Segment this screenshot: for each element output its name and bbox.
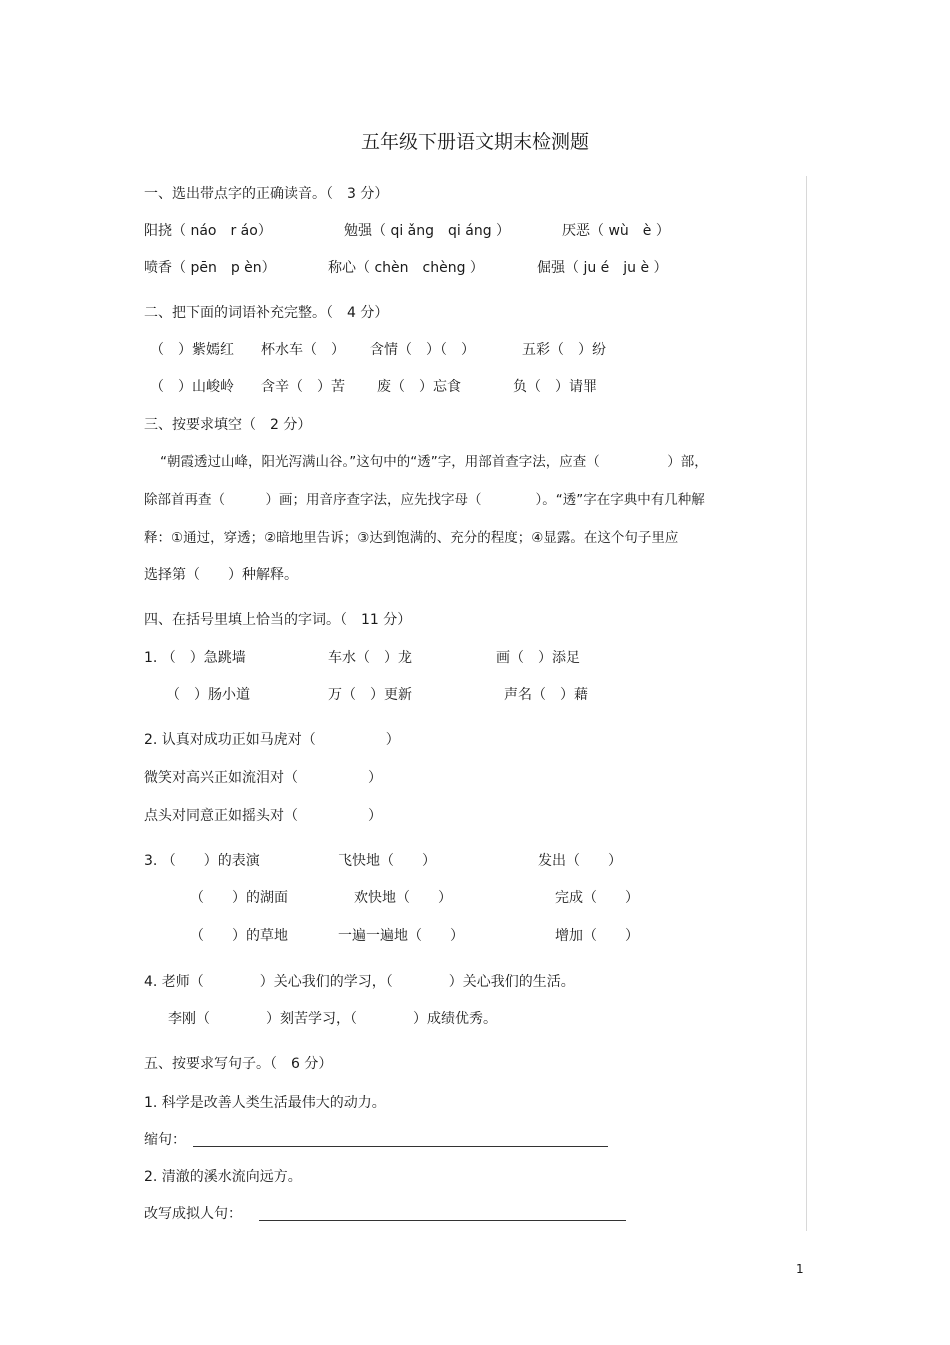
s1-r2-item-3: 倔强（ ju é ju è ） bbox=[537, 260, 668, 276]
page-number: 1 bbox=[796, 1262, 804, 1276]
s5-q2-answer-line[interactable] bbox=[259, 1220, 626, 1221]
s1-r2-item-2: 称心（ chèn chèng ） bbox=[328, 260, 484, 276]
section-3-heading: 三、按要求填空（ 2 分） bbox=[144, 417, 312, 433]
s4-q2-line-2: 微笑对高兴正如流泪对（ ） bbox=[144, 770, 382, 786]
section-1-heading: 一、选出带点字的正确读音。（ 3 分） bbox=[144, 186, 389, 202]
section-4-heading: 四、在括号里填上恰当的字词。（ 11 分） bbox=[144, 612, 412, 628]
s5-q2-sentence: 2. 清澈的溪水流向远方。 bbox=[144, 1169, 302, 1185]
s4-q1-r1-item-3: 画（ ）添足 bbox=[496, 650, 580, 666]
s4-q3-r3-item-1: （ ）的草地 bbox=[190, 928, 288, 944]
s4-q2-line-3: 点头对同意正如摇头对（ ） bbox=[144, 808, 382, 824]
s2-r2-item-2: 含辛（ ）苦 bbox=[261, 379, 345, 395]
page-title: 五年级下册语文期末检测题 bbox=[360, 131, 589, 153]
s4-q1-r2-item-1: （ ）肠小道 bbox=[166, 687, 250, 703]
s3-line-3: 释：①通过，穿透；②暗地里告诉；③达到饱满的、充分的程度；④显露。在这个句子里应 bbox=[144, 530, 679, 546]
s4-q3-r2-item-1: （ ）的湖面 bbox=[190, 890, 288, 906]
s3-line-4: 选择第（ ）种解释。 bbox=[144, 567, 298, 583]
s1-r2-item-1: 喷香（ pēn p èn） bbox=[144, 260, 276, 276]
s2-r1-item-2: 杯水车（ ） bbox=[261, 342, 345, 358]
s4-q4-line-2: 李刚（ ）刻苦学习，（ ）成绩优秀。 bbox=[168, 1011, 497, 1027]
s2-r2-item-4: 负（ ）请罪 bbox=[513, 379, 597, 395]
s3-line-1: “朝霞透过山峰，阳光泻满山谷。”这句中的“透”字，用部首查字法，应查（ ）部， bbox=[160, 454, 708, 470]
margin-rule bbox=[806, 176, 807, 1231]
s2-r1-item-1: （ ）紫嫣红 bbox=[150, 342, 234, 358]
s4-q4-line-1: 4. 老师（ ）关心我们的学习，（ ）关心我们的生活。 bbox=[144, 974, 575, 990]
s4-q3-r3-item-3: 增加（ ） bbox=[555, 928, 639, 944]
s4-q2-line-1: 2. 认真对成功正如马虎对（ ） bbox=[144, 732, 400, 748]
s5-q1-sentence: 1. 科学是改善人类生活最伟大的动力。 bbox=[144, 1095, 386, 1111]
s4-q3-r1-item-2: 飞快地（ ） bbox=[338, 853, 436, 869]
s3-line-2: 除部首再查（ ）画；用音序查字法，应先找字母（ ）。“透”字在字典中有几种解 bbox=[144, 492, 705, 508]
s2-r1-item-3: 含情（ ）（ ） bbox=[370, 342, 475, 358]
s2-r2-item-3: 废（ ）忘食 bbox=[377, 379, 461, 395]
s1-r1-item-1: 阳挠（ náo r áo） bbox=[144, 223, 272, 239]
s4-q1-r1-item-1: 1. （ ）急跳墙 bbox=[144, 650, 246, 666]
s4-q3-r1-item-3: 发出（ ） bbox=[538, 853, 622, 869]
s4-q3-r2-item-3: 完成（ ） bbox=[555, 890, 639, 906]
s1-r1-item-2: 勉强（ qi ǎng qi áng ） bbox=[344, 223, 511, 239]
s4-q3-r3-item-2: 一遍一遍地（ ） bbox=[338, 928, 464, 944]
s4-q3-r2-item-2: 欢快地（ ） bbox=[354, 890, 452, 906]
s4-q1-r2-item-3: 声名（ ）藉 bbox=[504, 687, 588, 703]
s2-r2-item-1: （ ）山峻岭 bbox=[150, 379, 234, 395]
s1-r1-item-3: 厌恶（ wù è ） bbox=[562, 223, 670, 239]
section-5-heading: 五、按要求写句子。（ 6 分） bbox=[144, 1056, 333, 1072]
s4-q1-r2-item-2: 万（ ）更新 bbox=[328, 687, 412, 703]
s4-q1-r1-item-2: 车水（ ）龙 bbox=[328, 650, 412, 666]
s4-q3-r1-item-1: 3. （ ）的表演 bbox=[144, 853, 260, 869]
s2-r1-item-4: 五彩（ ）纷 bbox=[522, 342, 606, 358]
s5-q1-label: 缩句： bbox=[144, 1132, 186, 1148]
section-2-heading: 二、把下面的词语补充完整。（ 4 分） bbox=[144, 305, 389, 321]
s5-q1-answer-line[interactable] bbox=[193, 1146, 608, 1147]
s5-q2-label: 改写成拟人句： bbox=[144, 1206, 242, 1222]
